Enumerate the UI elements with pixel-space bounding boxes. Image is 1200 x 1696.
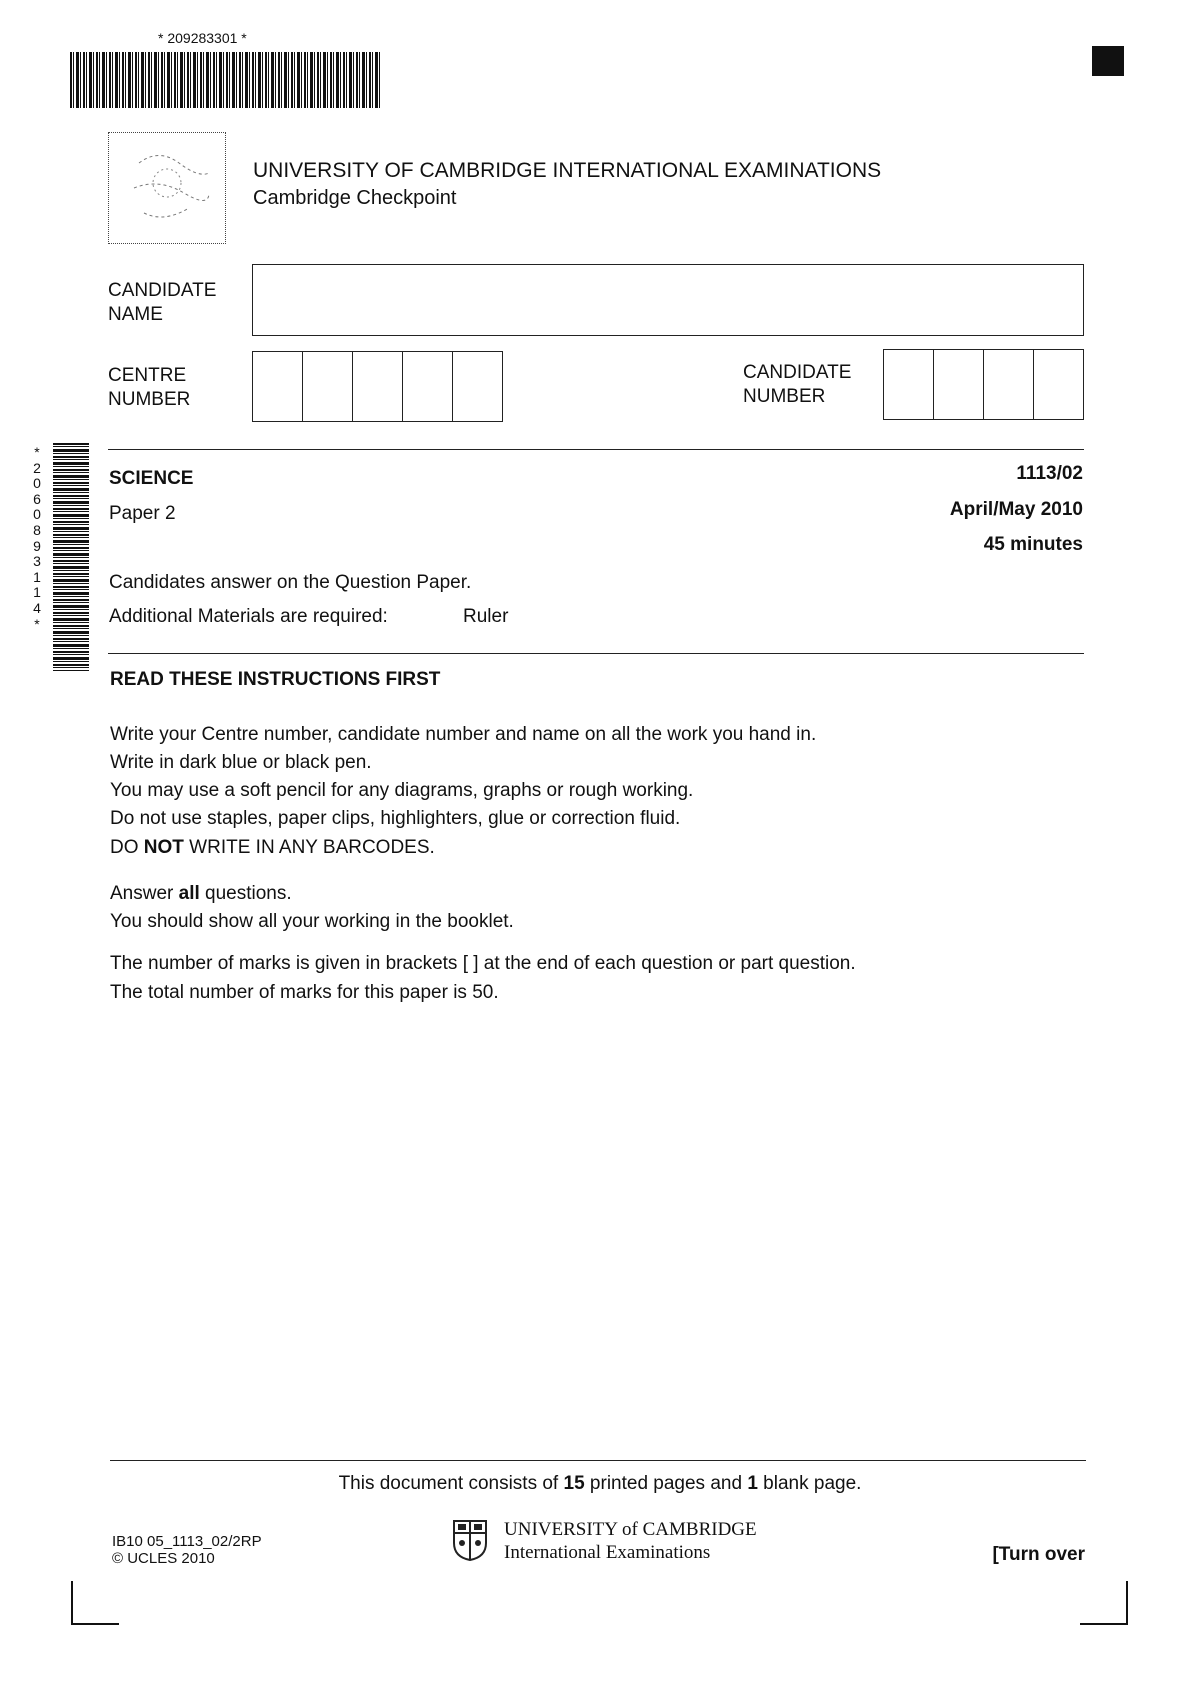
centre-number-box-3[interactable] bbox=[352, 351, 403, 422]
instruction-line: You may use a soft pencil for any diagrams, graphs or rough working. bbox=[110, 780, 694, 801]
footer-ref: IB10 05_1113_02/2RP © UCLES 2010 bbox=[112, 1533, 262, 1567]
crop-mark-bottom-left bbox=[71, 1581, 119, 1625]
page-count-note: This document consists of 15 printed pages and 1 blank page. bbox=[338, 1473, 862, 1494]
instruction-line: Do not use staples, paper clips, highlighters, glue or correction fluid. bbox=[110, 808, 681, 829]
corner-marker bbox=[1092, 46, 1124, 76]
top-barcode bbox=[70, 52, 380, 108]
candidate-number-box-1[interactable] bbox=[883, 349, 934, 420]
instruction-line: Write in dark blue or black pen. bbox=[110, 752, 372, 773]
paper-number: Paper 2 bbox=[109, 503, 176, 524]
instruction-do-not: DO NOT WRITE IN ANY BARCODES. bbox=[110, 837, 435, 858]
instruction-marks-1: The number of marks is given in brackets [ ] at the end of each question or part question. bbox=[110, 953, 856, 974]
candidate-number-box-2[interactable] bbox=[933, 349, 984, 420]
programme-name: Cambridge Checkpoint bbox=[253, 187, 457, 209]
subject: SCIENCE bbox=[109, 468, 194, 489]
paper-code: 1113/02 bbox=[1016, 463, 1083, 484]
centre-number-box-1[interactable] bbox=[252, 351, 303, 422]
divider-bottom bbox=[110, 1460, 1086, 1461]
crest-icon bbox=[108, 132, 226, 244]
candidate-name-field[interactable] bbox=[252, 264, 1084, 336]
centre-number-label: CENTRE NUMBER bbox=[108, 365, 191, 410]
side-barcode-number: * 2 0 6 0 8 9 3 1 1 4 * bbox=[33, 444, 41, 632]
duration: 45 minutes bbox=[983, 534, 1083, 555]
exam-session: April/May 2010 bbox=[949, 499, 1083, 520]
candidate-number-label: CANDIDATE NUMBER bbox=[743, 362, 852, 407]
instructions-heading: READ THESE INSTRUCTIONS FIRST bbox=[110, 669, 441, 690]
candidate-name-label: CANDIDATE NAME bbox=[108, 280, 217, 325]
cambridge-logo-text: UNIVERSITY of CAMBRIDGE International Examinations bbox=[504, 1519, 757, 1563]
materials-label: Additional Materials are required: bbox=[109, 606, 388, 627]
divider-top bbox=[108, 449, 1084, 450]
centre-number-box-5[interactable] bbox=[452, 351, 503, 422]
side-barcode bbox=[53, 443, 89, 671]
centre-number-box-4[interactable] bbox=[402, 351, 453, 422]
cambridge-crest-icon bbox=[452, 1519, 488, 1561]
org-name: UNIVERSITY OF CAMBRIDGE INTERNATIONAL EXAMINATIONS bbox=[253, 159, 882, 182]
divider-mid bbox=[108, 653, 1084, 654]
instruction-marks-2: The total number of marks for this paper is 50. bbox=[110, 982, 499, 1003]
instruction-answer: Answer all questions. bbox=[110, 883, 292, 904]
barcode-number: * 209283301 * bbox=[158, 30, 247, 46]
candidate-number-box-4[interactable] bbox=[1033, 349, 1084, 420]
centre-number-box-2[interactable] bbox=[302, 351, 353, 422]
candidate-number-box-3[interactable] bbox=[983, 349, 1034, 420]
turn-over: [Turn over bbox=[992, 1544, 1085, 1565]
instruction-line: Write your Centre number, candidate number and name on all the work you hand in. bbox=[110, 724, 817, 745]
answer-note: Candidates answer on the Question Paper. bbox=[109, 572, 472, 593]
instruction-working: You should show all your working in the booklet. bbox=[110, 911, 514, 932]
materials-value: Ruler bbox=[463, 606, 509, 627]
crop-mark-bottom-right bbox=[1080, 1581, 1128, 1625]
